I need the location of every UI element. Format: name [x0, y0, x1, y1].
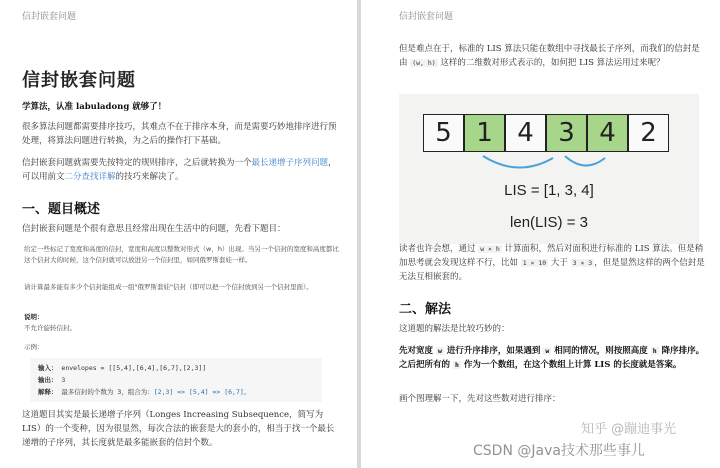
lis-length: len(LIS) = 3: [510, 214, 588, 231]
note: 说明： 不允许旋转信封。: [24, 313, 76, 332]
paragraph-3: 信封嵌套问题是个很有意思且经常出现在生活中的问题，先看下题目：: [22, 224, 286, 234]
array-cell: 1: [464, 114, 505, 152]
paragraph-1: 很多算法问题都需要排序技巧，其难点不在于排序本身，而是需要巧妙地排序进行预处理，将算法问题进行转换，为之后的操作打下基础。: [22, 122, 337, 146]
running-head: 信封嵌套问题: [399, 12, 454, 22]
right-paragraph-2: 读者也许会想，通过 w × h 计算面积，然后对面积进行标准的 LIS 算法。但是稍加思考就会发现这样不行，比如 1 × 10 大于 3 × 3 ，但是显然这样的两个信封是无法互相嵌套的。: [399, 244, 705, 282]
right-paragraph-3: 这道题的解法是比较巧妙的：: [399, 324, 510, 334]
array-cell: 2: [628, 114, 669, 152]
binary-search-link[interactable]: 二分查找详解: [64, 172, 116, 182]
zhihu-watermark: 知乎 @蹦迪事光: [581, 422, 677, 437]
array-cell: 3: [546, 114, 587, 152]
array-cell: 4: [505, 114, 546, 152]
right-paragraph-1: 但是难点在于，标准的 LIS 算法只能在数组中寻找最长子序列，而我们的信封是由 (w, h) 这样的二维数对形式表示的，如何把 LIS 算法运用过来呢？: [399, 44, 700, 68]
paragraph-2: 信封嵌套问题就需要先按特定的规则排序，之后就转换为一个最长递增子序列问题，可以用前文二分查找详解的技巧来解决了。: [22, 158, 337, 182]
paragraph-4: 这道题目其实是最长递增子序列（Longes Increasing Subsequence，简写为LIS）的一个变种，因为很显然，每次合法的嵌套是大的套小的，相当于找一个最长递增的子序列，其长度就是最多能嵌套的信封个数。: [22, 410, 335, 448]
csdn-watermark: CSDN @Java技术那些事儿: [473, 443, 645, 459]
example-label: 示例：: [24, 343, 44, 351]
problem-statement: 给定一些标记了宽度和高度的信封，宽度和高度以整数对形式（w，h）出现。当另一个信封的宽度和高度都比这个信封大的时候，这个信封就可以放进另一个信封里，如同俄罗斯套娃一样。: [24, 245, 339, 264]
problem-question: 请计算最多能有多少个信封能组成一组"俄罗斯套娃"信封（即可以把一个信封放到另一个信封里面）。: [24, 283, 313, 291]
array-cell: 5: [423, 114, 464, 152]
right-paragraph-5: 画个图理解一下，先对这些数对进行排序：: [399, 394, 561, 404]
array-cell: 4: [587, 114, 628, 152]
right-page: [361, 0, 720, 468]
example-code: 输入： envelopes = [[5,4],[6,4],[6,7],[2,3]] 输出： 3 解释： 最多信封的个数为 3，组合为：[2,3] => [5,4] => [6,7]。: [30, 358, 322, 402]
lis-link[interactable]: 最长递增子序列问题: [251, 158, 329, 168]
section-heading-2: 二、解法: [399, 302, 452, 317]
section-heading-1: 一、题目概述: [22, 202, 101, 217]
intro-line: 学算法，认准 labuladong 就够了！: [22, 102, 167, 112]
arrow-arc: [565, 156, 605, 166]
lis-result: LIS = [1, 3, 4]: [504, 182, 594, 199]
right-paragraph-4: 先对宽度 w 进行升序排序，如果遇到 w 相同的情况，则按照高度 h 降序排序。之后把所有的 h 作为一个数组，在这个数组上计算 LIS 的长度就是答案。: [399, 346, 705, 370]
left-page: [0, 0, 357, 468]
arrow-arc: [483, 156, 553, 168]
page-title: 信封嵌套问题: [22, 70, 136, 91]
running-head: 信封嵌套问题: [22, 12, 77, 22]
lis-figure: [399, 94, 699, 244]
